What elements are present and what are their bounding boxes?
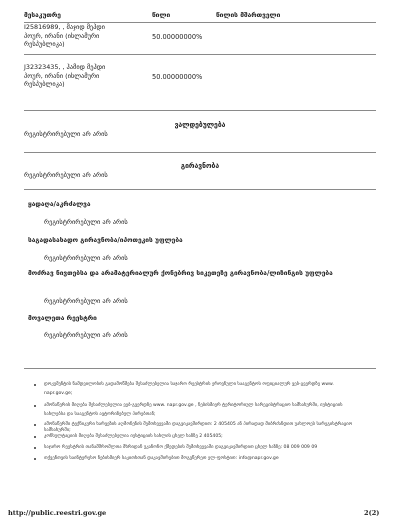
owner-line: რესპუბლიკა) (24, 80, 65, 89)
table-row-owner (24, 23, 105, 49)
section-value-seizure: რეგისტრირებული არ არის (44, 218, 128, 226)
footnote: კონსულტაციის მიღება შესაძლებელია იუსტიციის სახლის ცხელ ხაზზე 2 405405; (44, 434, 223, 439)
section-value-debts: რეგისტრირებული არ არის (24, 130, 108, 138)
column-header-share-owner: წილის მშართველი (216, 11, 281, 19)
section-title-movable-lien: მოძრავ ნივთებსა და არამატერიალურ ქონებრივ სიკეთეზე გირავნობა/ლიზინგის უფლება (28, 269, 333, 277)
owner-line: J32323435, , ჰამიდ მეჰდი (24, 63, 106, 71)
section-title-tax-lien: საგადასახადო გირავნობა/იპოთეკის უფლება (28, 236, 183, 244)
owner-line: რესპუბლიკა) (24, 40, 65, 49)
section-value-debtors: რეგისტრირებული არ არის (44, 331, 128, 339)
owner-line: I25816989, , მაჯიდ მეჰდი (24, 23, 105, 31)
section-divider (24, 152, 376, 153)
bullet-icon (34, 436, 36, 438)
bullet-icon (34, 424, 36, 426)
column-header-share: წილი (152, 11, 171, 19)
footnote: თქვენთვის საინტერესო ნებისმიერ საკითხთან დაკავშირებით მოგვწერეთ ელ-ფოსტით: info@napr.gov.ge (44, 456, 279, 461)
section-value-mortgage: რეგისტრირებული არ არის (24, 171, 108, 179)
owner-line: პოურ, ირანი (ისლამური (24, 31, 100, 40)
footnote: სახლებსა და სააგენტოს ავტორიზებულ პირებთან; (44, 412, 156, 417)
owner-line: პოურ, ირანი (ისლამური (24, 71, 100, 80)
bullet-icon (34, 405, 36, 407)
section-title-debtors: მოვალეთა რეესტრი (28, 314, 97, 322)
section-title-seizure: ყადაღა/აკრძალვა (28, 200, 91, 208)
table-row-owner (24, 63, 105, 89)
footnote: napr.gov.ge; (44, 391, 73, 396)
page-number: 2(2) (364, 509, 380, 517)
footer-url[interactable]: http://public.reestri.gov.ge (8, 509, 107, 517)
table-row-share: 50.00000000% (152, 73, 203, 81)
table-row-share: 50.00000000% (152, 33, 203, 41)
section-title-debts: ვალდებულება (174, 121, 226, 129)
column-header-owner: მესაკუთრე (24, 11, 61, 19)
bullet-icon (34, 458, 36, 460)
footnote: საჯარო რეესტრის თანამშრომლთა მხრიდან უკანონო ქმედების შემთხვევაში დაგვიკავშირდით ცხელ ხაზზე: 08 009 009 09 (44, 445, 318, 450)
row-divider (24, 54, 376, 55)
footnote: ამონაწერის მიღება შესაძლებელია ვებ-გვერდზე www. napr.gov.ge , ნებისმიერ ტერიტორიულ სარეგისტრაციო სამსახურში, იუსტიციის (44, 403, 343, 408)
bullet-icon (34, 384, 36, 386)
section-title-mortgage: გირავნობა (180, 162, 220, 170)
footnote: ამონაწერში ტექნიკური ხარვეზის აღმოჩენის შემთხვევაში დაგვიკავშირდით: 2 405405 ან პირადად მიბრძანდით უახლოეს სარეგისტრაციო სამსახურში; (44, 422, 353, 433)
footnote: დოკუმენტის ნამდვილობის გადამოწმება შესაძლებელია საჯარო რეესტრის ეროვნული სააგენტოს ოფიციალურ ვებ-გვერდზე www. (44, 382, 334, 387)
section-value-tax-lien: რეგისტრირებული არ არის (44, 254, 128, 262)
bullet-icon (34, 447, 36, 449)
section-divider (24, 110, 376, 111)
footnotes-divider (24, 368, 376, 369)
section-divider (24, 189, 376, 190)
section-value-movable-lien: რეგისტრირებული არ არის (44, 297, 128, 305)
